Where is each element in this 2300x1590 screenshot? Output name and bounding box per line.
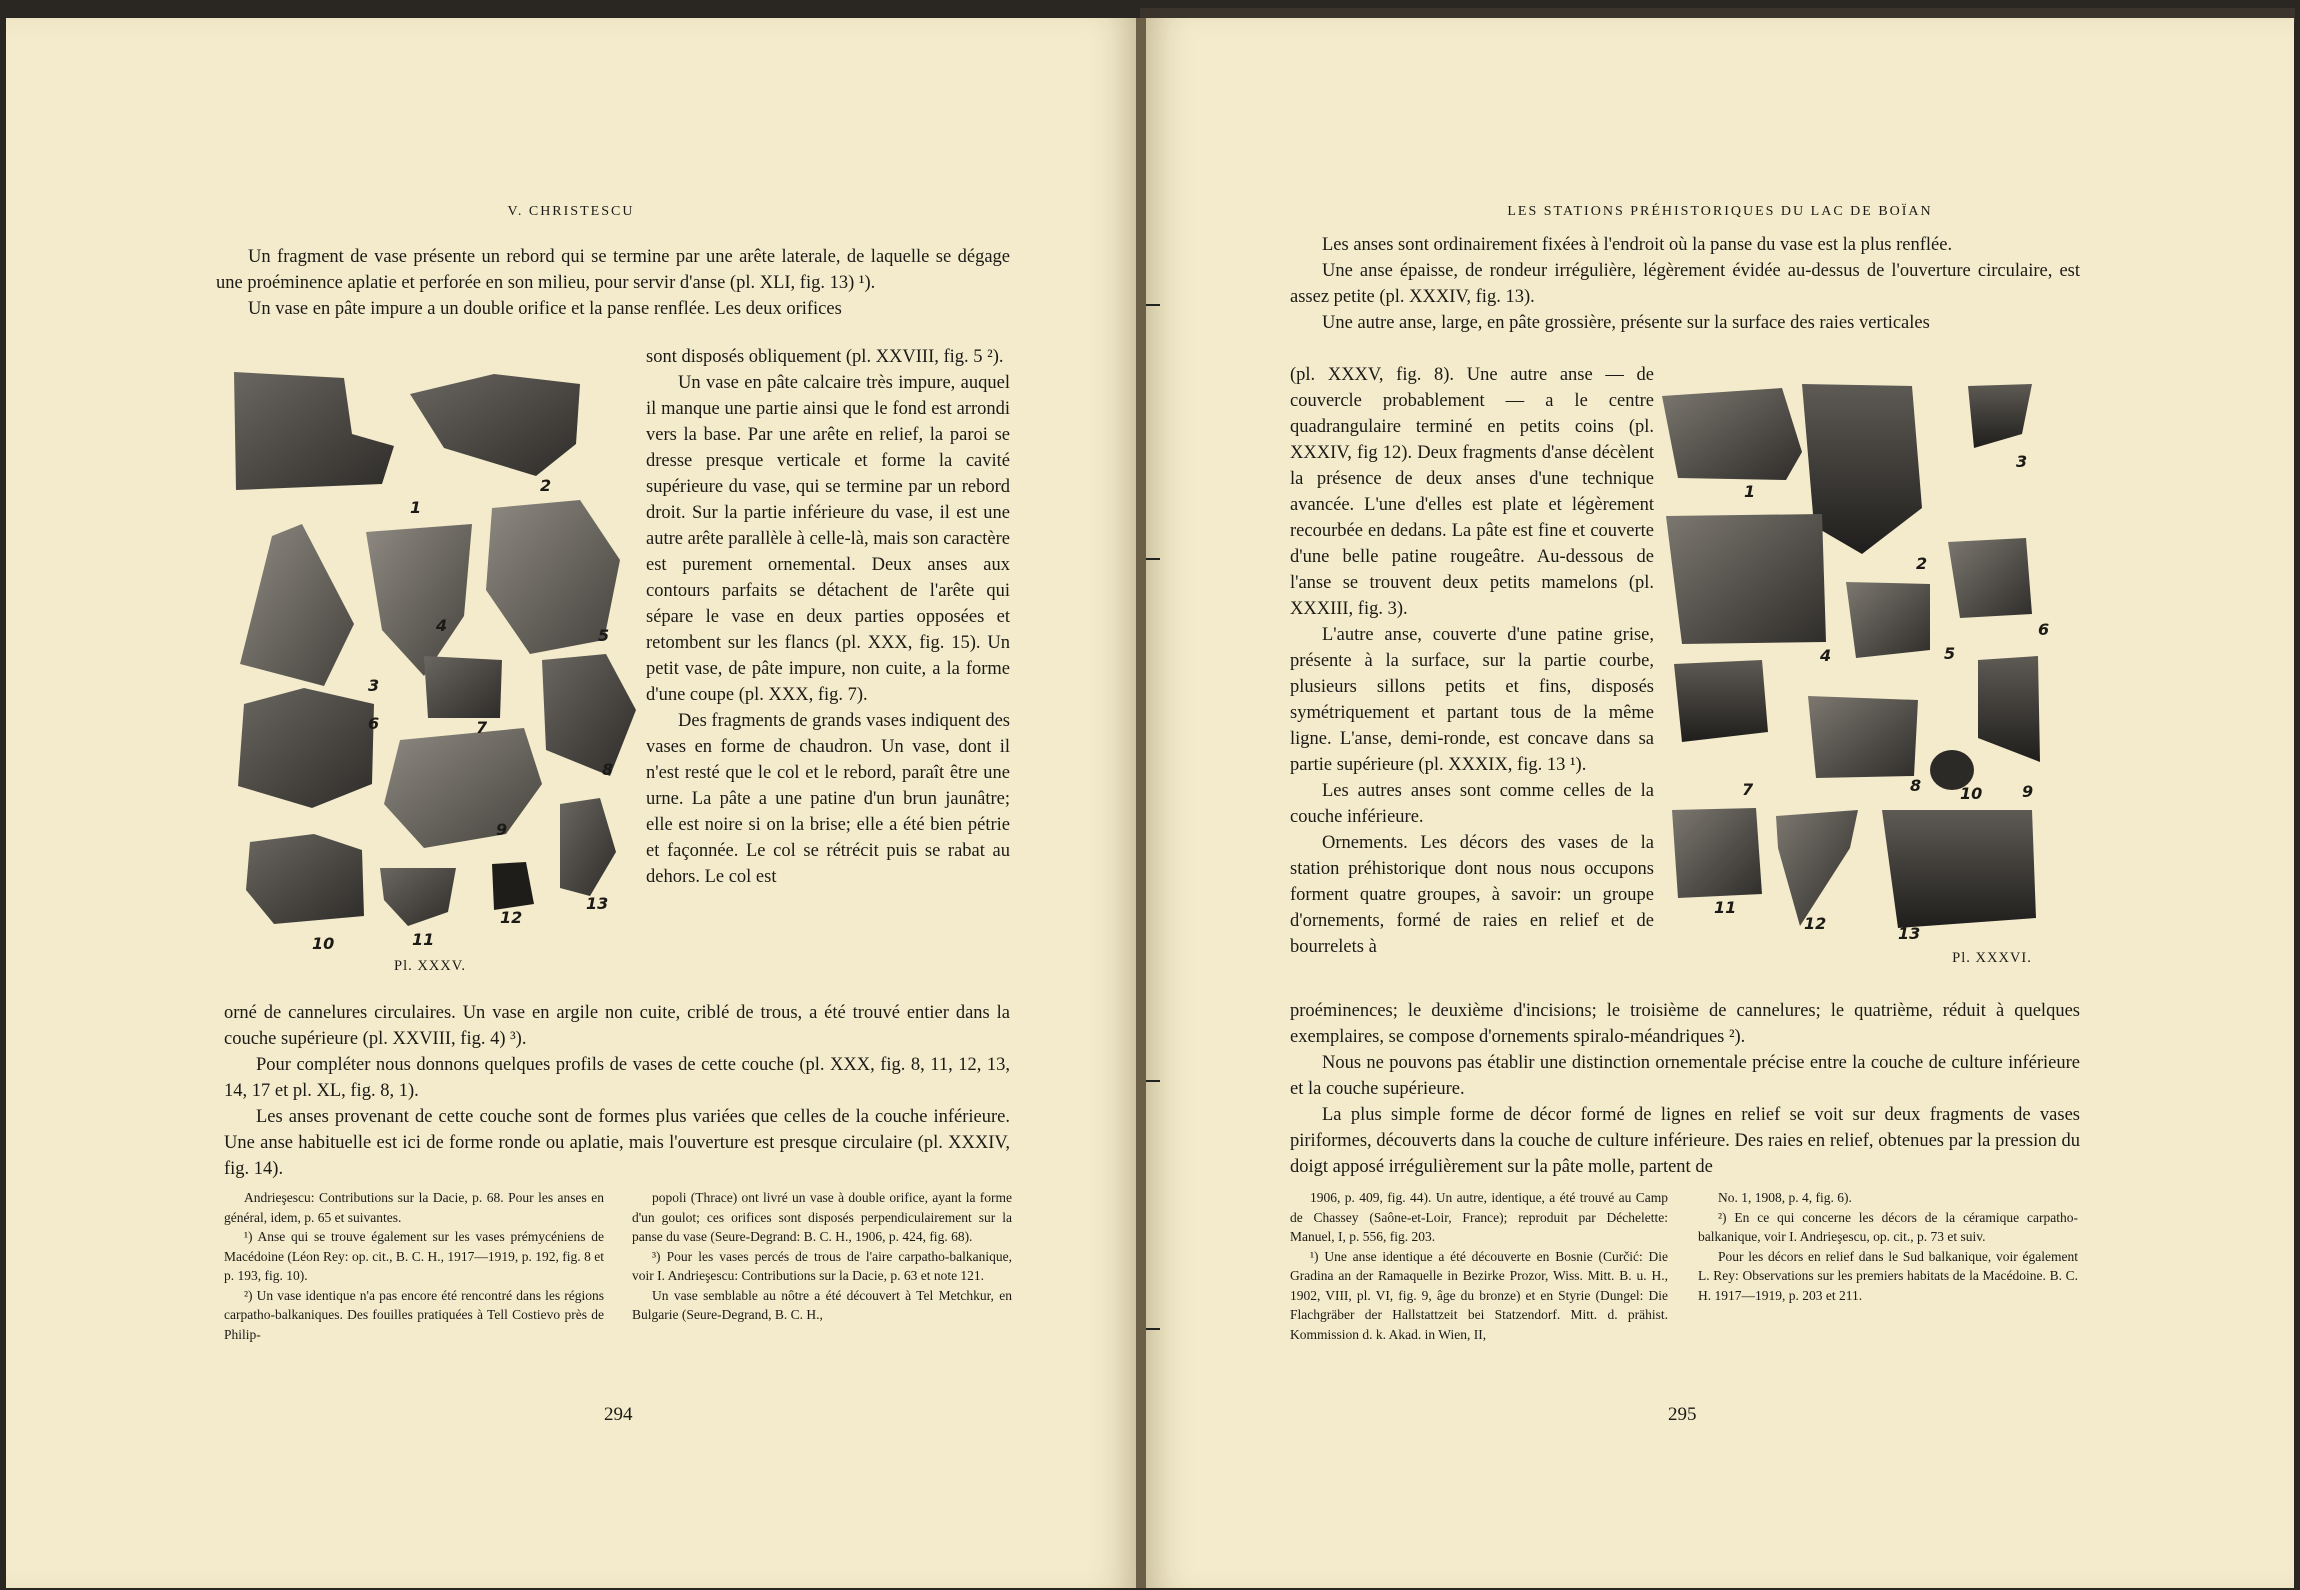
sherd-6 xyxy=(1948,538,2032,618)
paragraph: sont disposés obliquement (pl. XXVIII, fig. 5 ²). xyxy=(646,347,1004,367)
footnote: ²) En ce qui concerne les décors de la céramique carpatho-balkanique, voir I. Andrieşescu, op. cit., p. 73 et suiv. xyxy=(1698,1209,2078,1244)
paragraph: Pour compléter nous donnons quelques profils de vases de cette couche (pl. XXX, fig. 8, 11, 12, 13, 14, 17 et pl. XL, fig. 8, 1). xyxy=(224,1055,1010,1101)
binding-mark xyxy=(1146,304,1160,306)
footnote: ¹) Anse qui se trouve également sur les vases prémycéniens de Macédoine (Léon Rey: op. cit., B. C. H., 1917—1919, p. 192, fig. 8 et p. 193, fig. 10). xyxy=(224,1229,604,1283)
figure-number: 4 xyxy=(436,616,448,635)
side-text xyxy=(646,344,1010,890)
figure-number: 2 xyxy=(1916,554,1928,573)
sherd-2 xyxy=(410,374,580,476)
paragraph: Une autre anse, large, en pâte grossière, présente sur la surface des raies verticales xyxy=(1322,313,1930,333)
paragraph: orné de cannelures circulaires. Un vase en argile non cuite, criblé de trous, a été trouvé entier dans la couche supérieure (pl. XXVIII, fig. 4) ³). xyxy=(224,1003,1010,1049)
sherd-11 xyxy=(1672,808,1762,898)
right-page xyxy=(1146,18,2294,1588)
figure-number: 5 xyxy=(598,626,610,645)
left-page xyxy=(6,18,1136,1588)
binding-mark xyxy=(1146,1328,1160,1330)
paragraph: Un vase en pâte calcaire très impure, auquel il manque une partie ainsi que le fond est arrondi vers la base. Par une arête en relief, la paroi se dresse presque verticale et forme la cavité supérieure du vase, qui se termine par un rebord droit. Sur la partie inférieure du vase, il est une autre arête parallèle à celle-là, mais son caractère est purement ornemental. Deux anses aux contours parfaits se détachent de l'arête qui sépare le vase en deux parties opposées et retombent sur les flancs (pl. XXX, fig. 15). Un petit vase, de pâte impure, non cuite, a la forme d'une coupe (pl. XXX, fig. 7). xyxy=(646,373,1010,705)
sherd-12 xyxy=(492,862,534,910)
figure-number: 8 xyxy=(1910,776,1922,795)
running-head: V. CHRISTESCU xyxy=(507,204,635,219)
figure-number: 7 xyxy=(476,718,488,737)
paragraph: Ornements. Les décors des vases de la station préhistorique dont nous nous occupons forment quatre groupes, à savoir: un groupe d'ornements, formé de raies en relief et de bourrelets à xyxy=(1290,833,1654,957)
footnotes-col-1 xyxy=(224,1188,604,1344)
figure-number: 4 xyxy=(1820,646,1832,665)
paragraph: Des fragments de grands vases indiquent des vases en forme de chaudron. Un vase, dont il n'est resté que le col et le rebord, paraît être une urne. La pâte a une patine d'un brun jaunâtre; elle est noire si on la brise; elle a été bien pétrie et façonnée. Le col se rétrécit puis se rabat au dehors. Le col est xyxy=(646,711,1010,887)
page-number: 295 xyxy=(1668,1404,1697,1425)
footnote: Pour les décors en relief dans le Sud balkanique, voir également L. Rey: Observations sur les premiers habitats de la Macédoine. B. C. H. 1917—1919, p. 203 et 211. xyxy=(1698,1248,2078,1303)
sherd-3 xyxy=(1968,384,2032,448)
paragraph: Un vase en pâte impure a un double orifice et la panse renflée. Les deux orifices xyxy=(248,299,842,319)
sherd-8 xyxy=(1808,696,1918,778)
figure-number: 10 xyxy=(1960,784,1983,803)
upper-text xyxy=(216,244,1010,322)
footnote: ²) Un vase identique n'a pas encore été rencontré dans les régions carpatho-balkaniques. Des fouilles pratiquées à Tell Costievo près de Philip- xyxy=(224,1287,604,1342)
figure-number: 7 xyxy=(1742,780,1754,799)
figure-number: 2 xyxy=(540,476,552,495)
figure-number: 10 xyxy=(312,934,335,953)
sherd-1 xyxy=(234,372,394,490)
figure-number: 13 xyxy=(586,894,609,913)
binding-mark xyxy=(1146,1080,1160,1082)
figure-number: 9 xyxy=(2022,782,2034,801)
paragraph: Les anses provenant de cette couche sont de formes plus variées que celles de la couche inférieure. Une anse habituelle est ici de forme ronde ou aplatie, mais l'ouverture est presque circulaire (pl. XXXIV, fig. 14). xyxy=(224,1107,1010,1179)
figure-number: 1 xyxy=(1744,482,1756,501)
paragraph: La plus simple forme de décor formé de lignes en relief se voit sur deux fragments de vases piriformes, découverts dans la couche de culture inférieure. Des raies en relief, obtenues par la pression du doigt apposé irrégulièrement sur la pâte molle, partent de xyxy=(1290,1105,2080,1177)
footnote: ¹) Une anse identique a été découverte en Bosnie (Curčić: Die Gradina an der Ramaquelle in Bezirke Prozor, Wiss. Mitt. B. u. H., 1902, VIII, pl. VI, fig. 9, âge du bronze) et en Styrie (Dungel: Die Flachgräber der Hallstattzeit bei Statzendorf. Mitt. d. prähist. Kommission d. k. Akad. in Wien, II, xyxy=(1290,1248,1668,1342)
footnotes-col-1 xyxy=(1290,1188,1668,1344)
sherd-7 xyxy=(1674,660,1768,742)
paragraph: Nous ne pouvons pas établir une distinction ornementale précise entre la couche de culture inférieure et la couche supérieure. xyxy=(1290,1053,2080,1099)
sherd-1 xyxy=(1662,388,1802,480)
figure-number: 5 xyxy=(1944,644,1956,663)
figure-number: 8 xyxy=(602,760,614,779)
sherd-13 xyxy=(560,798,616,896)
sherd-4 xyxy=(1666,514,1826,644)
sherd-10 xyxy=(246,834,364,924)
footnote: popoli (Thrace) ont livré un vase à double orifice, ayant la forme d'un goulot; ces orifices sont disposés perpendiculairement sur la panse du vase (Seure-Degrand: B. C. H., 1906, p. 424, fig. 68). xyxy=(632,1190,1012,1244)
sherd-6 xyxy=(238,688,374,808)
footnote: Un vase semblable au nôtre a été découvert à Tel Metchkur, en Bulgarie (Seure-Degrand, B. C. H., xyxy=(632,1287,1012,1322)
paragraph: proéminences; le deuxième d'incisions; le troisième de cannelures; le quatrième, réduit à quelques exemplaires, se compose d'ornements spiralo-méandriques ²). xyxy=(1290,1001,2080,1047)
upper-text xyxy=(1290,232,2080,336)
figure-number: 6 xyxy=(368,714,380,733)
sherd-7 xyxy=(424,656,502,718)
plate-caption: Pl. XXXVI. xyxy=(1952,950,2032,966)
figure-number: 12 xyxy=(1804,914,1827,933)
plate-xxxv xyxy=(224,364,644,974)
footnotes-col-2 xyxy=(632,1188,1012,1325)
figure-number: 6 xyxy=(2038,620,2050,639)
paragraph: Les anses sont ordinairement fixées à l'endroit où la panse du vase est la plus renflée. xyxy=(1322,235,1953,255)
paragraph: Une anse épaisse, de rondeur irrégulière, légèrement évidée au-dessus de l'ouverture circulaire, est assez petite (pl. XXXIV, fig. 13). xyxy=(1290,261,2080,307)
sherd-11 xyxy=(380,868,456,926)
paragraph: Un fragment de vase présente un rebord qui se termine par une arête laterale, de laquelle se dégage une proéminence aplatie et perforée en son milieu, pour servir d'anse (pl. XLI, fig. 13) ¹). xyxy=(216,247,1010,293)
side-text xyxy=(1290,362,1654,960)
figure-number: 3 xyxy=(368,676,380,695)
footnote: 1906, p. 409, fig. 44). Un autre, identique, a été trouvé au Camp de Chassey (Saône-et-Loir, France); reproduit par Déchelette: Manuel, I, p. 556, fig. 203. xyxy=(1290,1190,1668,1244)
sherd-9 xyxy=(384,728,542,848)
paragraph: Les autres anses sont comme celles de la couche inférieure. xyxy=(1290,781,1654,827)
pottery-sherds-figure xyxy=(224,364,644,944)
sherd-3 xyxy=(240,524,354,686)
binding-mark xyxy=(1146,558,1160,560)
figure-number: 11 xyxy=(1714,898,1737,917)
plate-xxxvi xyxy=(1662,378,2082,966)
page-number: 294 xyxy=(604,1404,633,1425)
figure-number: 13 xyxy=(1898,924,1921,943)
figure-number: 3 xyxy=(2016,452,2028,471)
footnote: No. 1, 1908, p. 4, fig. 6). xyxy=(1718,1190,1852,1205)
footnotes-col-2 xyxy=(1698,1188,2078,1305)
figure-number: 9 xyxy=(496,820,508,839)
figure-number: 12 xyxy=(500,908,523,927)
sherd-4 xyxy=(366,524,472,676)
lower-text xyxy=(1290,998,2080,1180)
figure-number: 1 xyxy=(410,498,422,517)
gutter xyxy=(1136,18,1146,1588)
paragraph: (pl. XXXV, fig. 8). Une autre anse — de couvercle probablement — a le centre quadrangulaire terminé en petits coins (pl. XXXIV, fig 12). Deux fragments d'anse décèlent la présence de deux anses d'une technique avancée. L'une d'elles est plate et légèrement recourbée en dedans. La pâte est fine et couverte d'une belle patine rougeâtre. Au-dessous de l'anse se trouvent deux petits mamelons (pl. XXXIII, fig. 3). xyxy=(1290,365,1654,619)
sherd-5 xyxy=(1846,582,1930,658)
lower-text xyxy=(224,1000,1010,1182)
footnote: ³) Pour les vases percés de trous de l'aire carpatho-balkanique, voir I. Andrieşescu: Contributions sur la Dacie, p. 63 et note 121. xyxy=(632,1248,1012,1283)
footnote: Andrieşescu: Contributions sur la Dacie, p. 68. Pour les anses en général, idem, p. 65 et suivantes. xyxy=(224,1190,604,1225)
plate-caption: Pl. XXXV. xyxy=(394,958,466,974)
figure-number: 11 xyxy=(412,930,435,949)
sherd-12 xyxy=(1776,810,1858,926)
running-head: LES STATIONS PRÉHISTORIQUES DU LAC DE BOÏAN xyxy=(1507,204,1933,219)
sherd-8 xyxy=(542,654,636,776)
sherd-13 xyxy=(1882,810,2036,928)
paragraph: L'autre anse, couverte d'une patine grise, présente à la surface, sur la partie courbe, plusieurs sillons petits et fins, disposés symétriquement et partant tous de la même ligne. L'anse, demi-ronde, est concave dans sa partie supérieure (pl. XXXIX, fig. 13 ¹). xyxy=(1290,625,1654,775)
sherd-9 xyxy=(1978,656,2040,762)
